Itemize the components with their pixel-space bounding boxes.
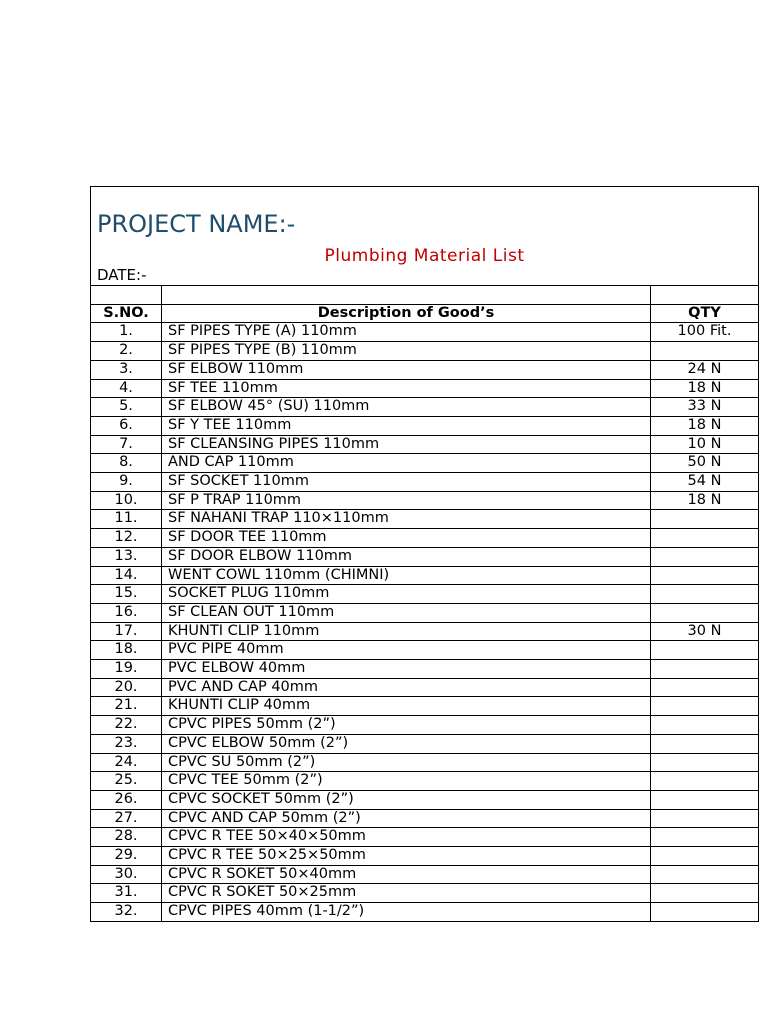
table-row bbox=[91, 903, 759, 922]
row-sno-cell: 24. bbox=[91, 753, 162, 772]
row-qty-cell bbox=[651, 790, 759, 809]
column-header-qty: QTY bbox=[651, 304, 759, 323]
row-description-cell: CPVC AND CAP 50mm (2”) bbox=[162, 809, 651, 828]
row-sno-cell: 16. bbox=[91, 603, 162, 622]
row-sno-cell: 10. bbox=[91, 491, 162, 510]
row-description-cell: AND CAP 110mm bbox=[162, 454, 651, 473]
row-sno-cell: 22. bbox=[91, 716, 162, 735]
row-qty-cell: 18 N bbox=[651, 491, 759, 510]
row-qty-cell bbox=[651, 342, 759, 361]
table-row bbox=[91, 847, 759, 866]
row-qty-cell bbox=[651, 510, 759, 529]
table-row bbox=[91, 622, 759, 641]
row-description-cell: SF PIPES TYPE (B) 110mm bbox=[162, 342, 651, 361]
table-row bbox=[91, 603, 759, 622]
row-description-cell: CPVC R TEE 50×40×50mm bbox=[162, 828, 651, 847]
table-row bbox=[91, 547, 759, 566]
row-qty-cell bbox=[651, 697, 759, 716]
table-row bbox=[91, 360, 759, 379]
row-sno-cell: 25. bbox=[91, 772, 162, 791]
row-qty-cell bbox=[651, 865, 759, 884]
table-row bbox=[91, 828, 759, 847]
header-cell bbox=[91, 187, 759, 286]
row-description-cell: CPVC R TEE 50×25×50mm bbox=[162, 847, 651, 866]
row-qty-cell bbox=[651, 660, 759, 679]
table-row bbox=[91, 865, 759, 884]
row-sno-cell: 3. bbox=[91, 360, 162, 379]
header-row bbox=[91, 187, 759, 286]
row-sno-cell: 17. bbox=[91, 622, 162, 641]
row-description-cell: CPVC SU 50mm (2”) bbox=[162, 753, 651, 772]
row-qty-cell: 10 N bbox=[651, 435, 759, 454]
row-description-cell: CPVC ELBOW 50mm (2”) bbox=[162, 734, 651, 753]
row-description-cell: WENT COWL 110mm (CHIMNI) bbox=[162, 566, 651, 585]
table-row bbox=[91, 716, 759, 735]
table-row bbox=[91, 398, 759, 417]
row-description-cell: KHUNTI CLIP 110mm bbox=[162, 622, 651, 641]
row-description-cell: CPVC R SOKET 50×40mm bbox=[162, 865, 651, 884]
row-qty-cell: 30 N bbox=[651, 622, 759, 641]
row-sno-cell: 1. bbox=[91, 323, 162, 342]
row-description-cell: SF DOOR TEE 110mm bbox=[162, 529, 651, 548]
table-row bbox=[91, 641, 759, 660]
table-row bbox=[91, 884, 759, 903]
row-qty-cell bbox=[651, 585, 759, 604]
table-row bbox=[91, 473, 759, 492]
row-qty-cell: 54 N bbox=[651, 473, 759, 492]
material-list-table bbox=[90, 186, 759, 922]
row-description-cell: PVC ELBOW 40mm bbox=[162, 660, 651, 679]
row-description-cell: CPVC PIPES 40mm (1-1/2”) bbox=[162, 903, 651, 922]
row-description-cell: SF CLEANSING PIPES 110mm bbox=[162, 435, 651, 454]
row-description-cell: SF PIPES TYPE (A) 110mm bbox=[162, 323, 651, 342]
row-description-cell: SF ELBOW 110mm bbox=[162, 360, 651, 379]
row-sno-cell: 11. bbox=[91, 510, 162, 529]
row-description-cell: SF NAHANI TRAP 110×110mm bbox=[162, 510, 651, 529]
row-description-cell: KHUNTI CLIP 40mm bbox=[162, 697, 651, 716]
row-description-cell: SF SOCKET 110mm bbox=[162, 473, 651, 492]
row-qty-cell: 18 N bbox=[651, 416, 759, 435]
column-header-row bbox=[91, 304, 759, 323]
table-row bbox=[91, 379, 759, 398]
row-sno-cell: 4. bbox=[91, 379, 162, 398]
row-qty-cell bbox=[651, 716, 759, 735]
table-row bbox=[91, 416, 759, 435]
row-sno-cell: 23. bbox=[91, 734, 162, 753]
row-sno-cell: 9. bbox=[91, 473, 162, 492]
column-header-sno: S.NO. bbox=[91, 304, 162, 323]
column-header-description: Description of Good’s bbox=[162, 304, 651, 323]
row-qty-cell bbox=[651, 847, 759, 866]
table-row bbox=[91, 585, 759, 604]
row-description-cell: CPVC PIPES 50mm (2”) bbox=[162, 716, 651, 735]
table-row bbox=[91, 678, 759, 697]
table-row bbox=[91, 697, 759, 716]
row-qty-cell bbox=[651, 828, 759, 847]
row-qty-cell: 50 N bbox=[651, 454, 759, 473]
spacer-cell-desc bbox=[162, 286, 651, 305]
table-row bbox=[91, 566, 759, 585]
row-qty-cell bbox=[651, 772, 759, 791]
row-sno-cell: 21. bbox=[91, 697, 162, 716]
project-name-title: PROJECT NAME:- bbox=[97, 210, 296, 238]
row-qty-cell bbox=[651, 678, 759, 697]
spacer-row bbox=[91, 286, 759, 305]
table-row bbox=[91, 510, 759, 529]
row-description-cell: SF P TRAP 110mm bbox=[162, 491, 651, 510]
row-sno-cell: 29. bbox=[91, 847, 162, 866]
row-sno-cell: 6. bbox=[91, 416, 162, 435]
row-description-cell: SF Y TEE 110mm bbox=[162, 416, 651, 435]
table-row bbox=[91, 790, 759, 809]
table-row bbox=[91, 454, 759, 473]
row-description-cell: SF CLEAN OUT 110mm bbox=[162, 603, 651, 622]
row-sno-cell: 15. bbox=[91, 585, 162, 604]
row-qty-cell: 33 N bbox=[651, 398, 759, 417]
row-description-cell: SF ELBOW 45° (SU) 110mm bbox=[162, 398, 651, 417]
row-description-cell: CPVC R SOKET 50×25mm bbox=[162, 884, 651, 903]
row-sno-cell: 8. bbox=[91, 454, 162, 473]
spacer-cell-qty bbox=[651, 286, 759, 305]
table-row bbox=[91, 753, 759, 772]
row-qty-cell bbox=[651, 753, 759, 772]
row-qty-cell bbox=[651, 809, 759, 828]
material-list-body bbox=[91, 187, 759, 922]
row-sno-cell: 31. bbox=[91, 884, 162, 903]
row-description-cell: PVC PIPE 40mm bbox=[162, 641, 651, 660]
row-description-cell: CPVC TEE 50mm (2”) bbox=[162, 772, 651, 791]
row-sno-cell: 14. bbox=[91, 566, 162, 585]
row-sno-cell: 20. bbox=[91, 678, 162, 697]
row-description-cell: PVC AND CAP 40mm bbox=[162, 678, 651, 697]
date-label: DATE:- bbox=[97, 266, 147, 284]
row-sno-cell: 18. bbox=[91, 641, 162, 660]
row-qty-cell bbox=[651, 547, 759, 566]
table-row bbox=[91, 342, 759, 361]
row-sno-cell: 5. bbox=[91, 398, 162, 417]
list-title: Plumbing Material List bbox=[324, 246, 525, 266]
row-sno-cell: 26. bbox=[91, 790, 162, 809]
row-qty-cell bbox=[651, 903, 759, 922]
row-sno-cell: 12. bbox=[91, 529, 162, 548]
row-qty-cell bbox=[651, 884, 759, 903]
table-row bbox=[91, 809, 759, 828]
row-sno-cell: 2. bbox=[91, 342, 162, 361]
row-description-cell: SOCKET PLUG 110mm bbox=[162, 585, 651, 604]
row-qty-cell bbox=[651, 734, 759, 753]
row-description-cell: CPVC SOCKET 50mm (2”) bbox=[162, 790, 651, 809]
table-row bbox=[91, 772, 759, 791]
row-qty-cell: 100 Fit. bbox=[651, 323, 759, 342]
row-sno-cell: 28. bbox=[91, 828, 162, 847]
row-sno-cell: 30. bbox=[91, 865, 162, 884]
table-row bbox=[91, 323, 759, 342]
row-qty-cell bbox=[651, 529, 759, 548]
table-row bbox=[91, 529, 759, 548]
row-qty-cell bbox=[651, 603, 759, 622]
table-row bbox=[91, 660, 759, 679]
row-qty-cell: 24 N bbox=[651, 360, 759, 379]
row-sno-cell: 7. bbox=[91, 435, 162, 454]
table-row bbox=[91, 491, 759, 510]
row-sno-cell: 27. bbox=[91, 809, 162, 828]
row-qty-cell bbox=[651, 641, 759, 660]
row-qty-cell bbox=[651, 566, 759, 585]
row-qty-cell: 18 N bbox=[651, 379, 759, 398]
row-sno-cell: 32. bbox=[91, 903, 162, 922]
table-row bbox=[91, 734, 759, 753]
spacer-cell-sno bbox=[91, 286, 162, 305]
table-row bbox=[91, 435, 759, 454]
row-sno-cell: 13. bbox=[91, 547, 162, 566]
row-sno-cell: 19. bbox=[91, 660, 162, 679]
row-description-cell: SF DOOR ELBOW 110mm bbox=[162, 547, 651, 566]
row-description-cell: SF TEE 110mm bbox=[162, 379, 651, 398]
